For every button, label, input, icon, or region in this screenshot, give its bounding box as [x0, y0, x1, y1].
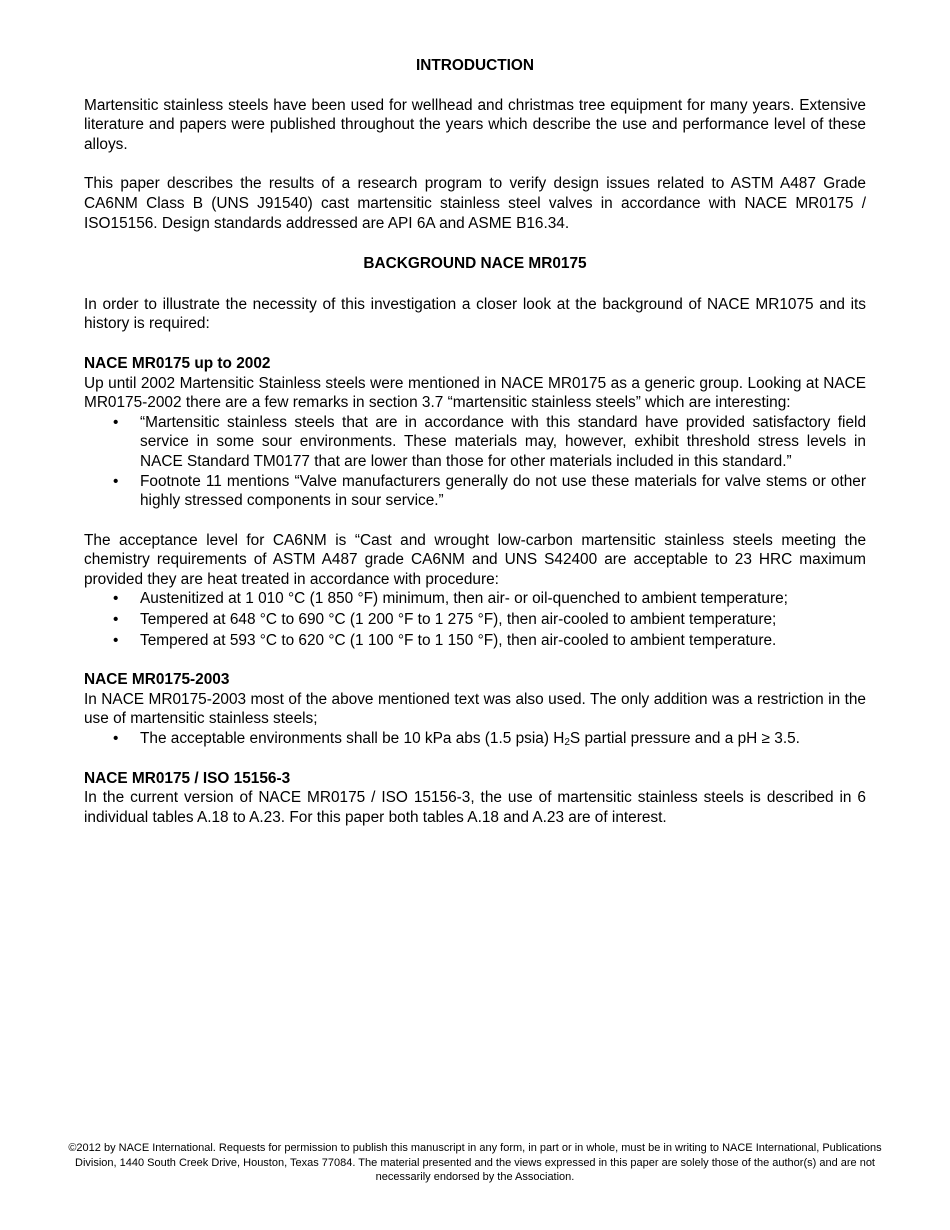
- acceptance-bullet-list: [84, 589, 866, 650]
- background-paragraph: In order to illustrate the necessity of this investigation a closer look at the background of NACE MR1075 and its history is required:: [84, 295, 866, 333]
- list-item: [84, 589, 866, 609]
- list-item-text: Austenitized at 1 010 °C (1 850 °F) minimum, then air- or oil-quenched to ambient temperature;: [140, 590, 788, 608]
- list-item-text-part-1: The acceptable environments shall be 10 kPa abs (1.5 psia) H: [140, 730, 565, 748]
- section-iso-heading: NACE MR0175 / ISO 15156-3: [84, 769, 291, 787]
- introduction-paragraph-1: Martensitic stainless steels have been used for wellhead and christmas tree equipment for many years. Extensive literature and papers were published throughout the years which describe the use and performance level of these alloys.: [84, 96, 866, 153]
- background-heading: BACKGROUND NACE MR0175: [363, 255, 587, 273]
- introduction-heading: INTRODUCTION: [416, 57, 534, 74]
- list-item-text-part-2: S partial pressure and a pH ≥ 3.5.: [569, 730, 800, 748]
- section-2003-paragraph: In NACE MR0175-2003 most of the above mentioned text was also used. The only addition was a restriction in the use of martensitic stainless steels;: [84, 690, 866, 728]
- section-2002-heading: NACE MR0175 up to 2002: [84, 354, 271, 372]
- list-item-text: [140, 730, 800, 747]
- acceptance-paragraph: The acceptance level for CA6NM is “Cast and wrought low-carbon martensitic stainless steels meeting the chemistry requirements of ASTM A487 grade CA6NM and UNS S42400 are acceptable to 23 HRC maximum provided they are heat treated in accordance with procedure:: [84, 531, 866, 588]
- bullet-marker: •: [113, 472, 119, 490]
- list-item: [84, 472, 866, 511]
- list-item-text: Tempered at 593 °C to 620 °C (1 100 °F to 1 150 °F), then air-cooled to ambient temperature.: [140, 631, 777, 649]
- bullet-marker: •: [113, 413, 119, 431]
- introduction-paragraph-2: This paper describes the results of a research program to verify design issues related to ASTM A487 Grade CA6NM Class B (UNS J91540) cast martensitic stainless steel valves in accordance with NACE MR0175 / ISO15156. Design standards addressed are API 6A and ASME B16.34.: [84, 175, 866, 232]
- bullet-marker: •: [113, 631, 119, 649]
- list-item: [84, 413, 866, 472]
- section-2003-heading: NACE MR0175-2003: [84, 671, 230, 689]
- list-item-text: Tempered at 648 °C to 690 °C (1 200 °F to 1 275 °F), then air-cooled to ambient temperature;: [140, 611, 777, 629]
- list-item-text: Footnote 11 mentions “Valve manufacturers generally do not use these materials for valve stems or other highly stressed components in sour service.”: [140, 472, 866, 510]
- bullet-marker: •: [113, 730, 119, 748]
- section-2002-bullet-list: [84, 413, 866, 511]
- list-item: [84, 631, 866, 651]
- bullet-marker: •: [113, 590, 119, 608]
- list-item: [84, 610, 866, 630]
- section-2002-paragraph: Up until 2002 Martensitic Stainless steels were mentioned in NACE MR0175 as a generic group. Looking at NACE MR0175-2002 there are a few remarks in section 3.7 “martensitic stainless steels” which are interesting:: [84, 374, 866, 412]
- bullet-marker: •: [113, 611, 119, 629]
- section-iso-paragraph: In the current version of NACE MR0175 / ISO 15156-3, the use of martensitic stainless steels is described in 6 individual tables A.18 to A.23. For this paper both tables A.18 and A.23 are of interest.: [84, 789, 866, 826]
- subscript-2: 2: [564, 737, 570, 749]
- section-2003-bullet-list: [84, 729, 866, 749]
- list-item-text: “Martensitic stainless steels that are in accordance with this standard have provided satisfactory field service in some sour environments. These materials may, however, exhibit threshold stress levels in NACE Standard TM0177 that are lower than those for other materials included in this standard.”: [140, 413, 866, 470]
- list-item: [84, 729, 866, 749]
- paper-body: [84, 56, 866, 827]
- copyright-footer: ©2012 by NACE International. Requests for permission to publish this manuscript in any form, in part or in whole, must be in writing to NACE International, Publications Division, 1440 South Creek Drive, Houston, Texas 77084. The material presented and the views expressed in this paper are solely those of the author(s) and are not necessarily endorsed by the Association.: [68, 1142, 882, 1184]
